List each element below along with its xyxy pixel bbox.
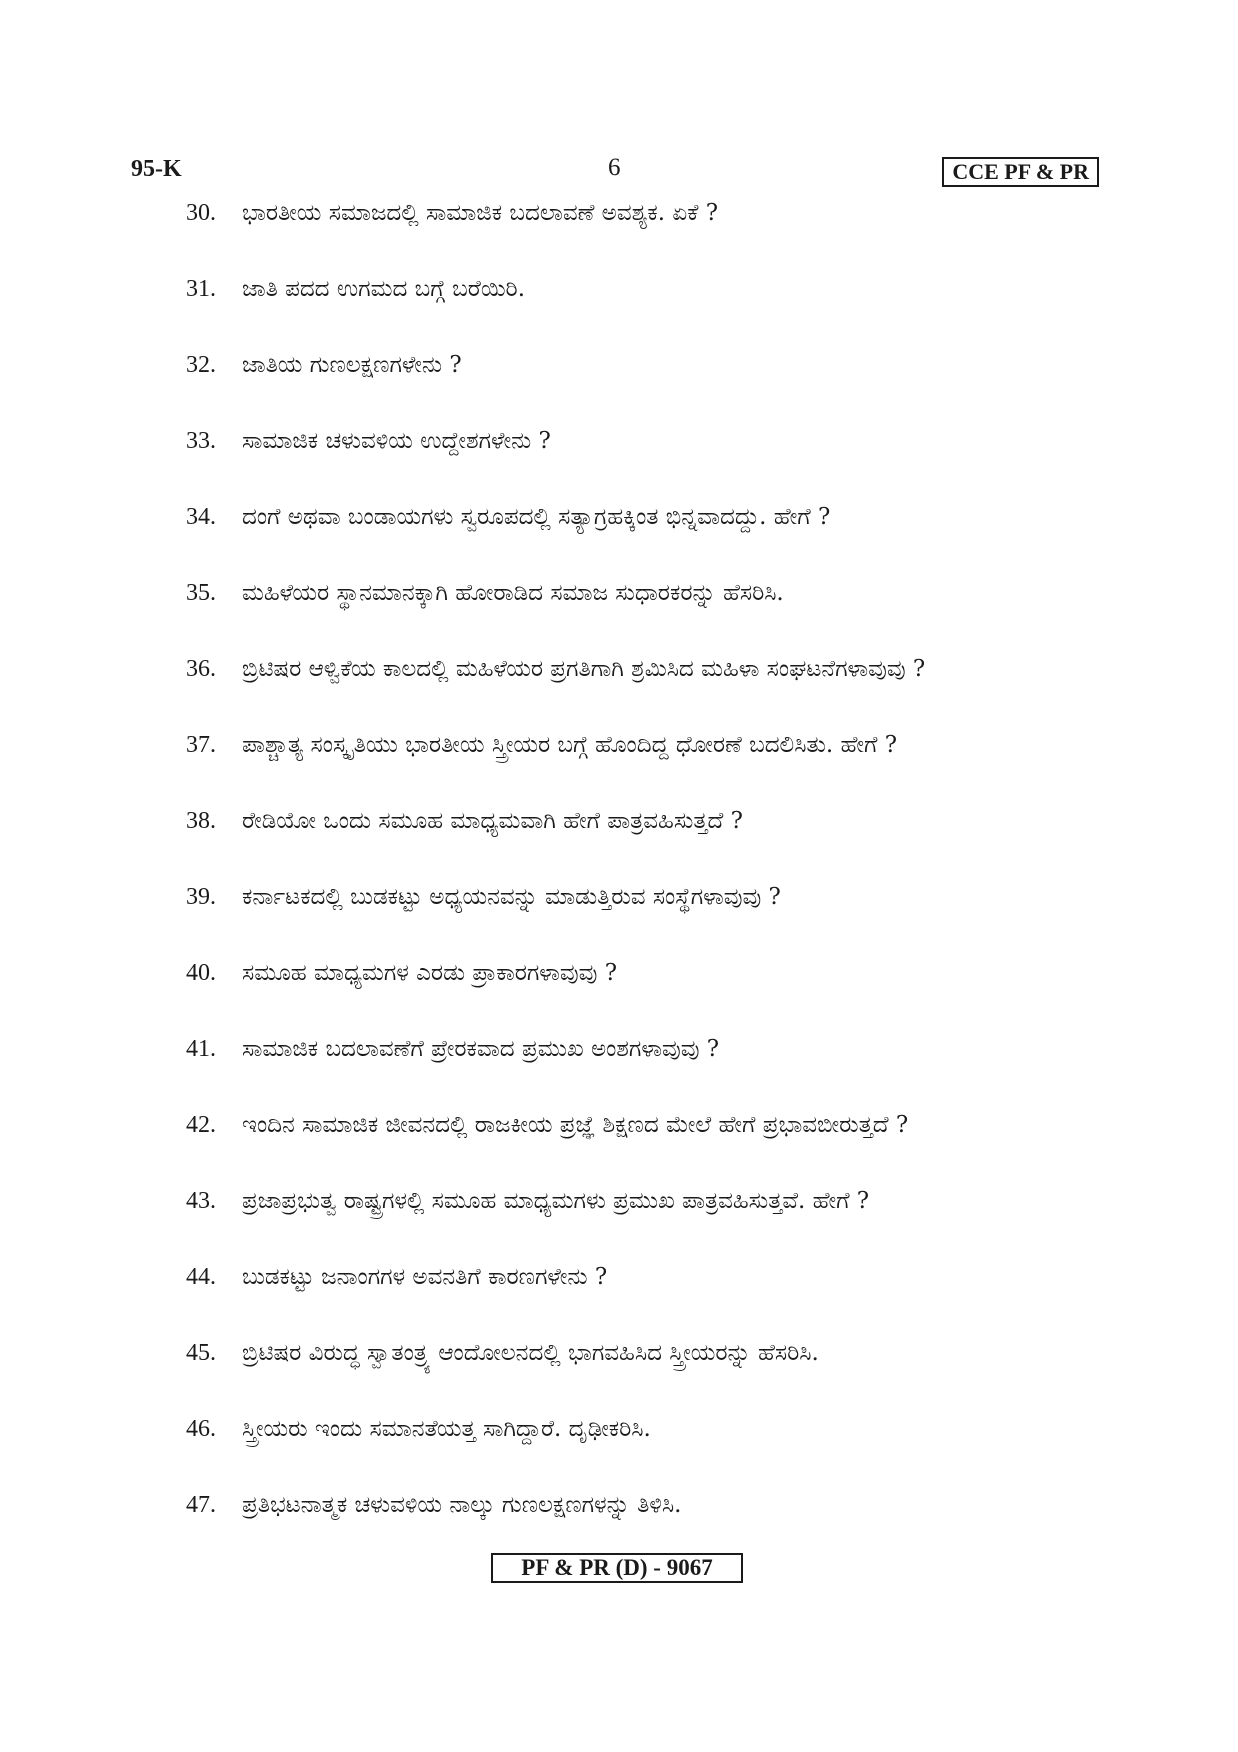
question-text: ಬುಡಕಟ್ಟು ಜನಾಂಗಗಳ ಅವನತಿಗೆ ಕಾರಣಗಳೇನು ? — [242, 1264, 608, 1290]
question-number: 36. — [186, 656, 216, 682]
question-number: 35. — [186, 580, 216, 606]
question-number: 39. — [186, 884, 216, 910]
question-text: ಪ್ರತಿಭಟನಾತ್ಮಕ ಚಳುವಳಿಯ ನಾಲ್ಕು ಗುಣಲಕ್ಷಣಗಳನ್ನು ತಿಳಿಸಿ. — [242, 1492, 682, 1518]
question-text: ರೇಡಿಯೋ ಒಂದು ಸಮೂಹ ಮಾಧ್ಯಮವಾಗಿ ಹೇಗೆ ಪಾತ್ರವಹಿಸುತ್ತದೆ ? — [242, 808, 743, 834]
question-item — [186, 502, 1126, 578]
question-text: ಮಹಿಳೆಯರ ಸ್ಥಾನಮಾನಕ್ಕಾಗಿ ಹೋರಾಡಿದ ಸಮಾಜ ಸುಧಾರಕರನ್ನು ಹೆಸರಿಸಿ. — [242, 580, 784, 606]
question-item — [186, 1414, 1126, 1490]
question-item — [186, 958, 1126, 1034]
question-text: ಸಾಮಾಜಿಕ ಚಳುವಳಿಯ ಉದ್ದೇಶಗಳೇನು ? — [242, 428, 551, 454]
question-item — [186, 274, 1126, 350]
question-text: ಸ್ತ್ರೀಯರು ಇಂದು ಸಮಾನತೆಯತ್ತ ಸಾಗಿದ್ದಾರೆ. ದೃಢೀಕರಿಸಿ. — [242, 1416, 651, 1442]
question-item — [186, 730, 1126, 806]
page-number: 6 — [608, 154, 621, 181]
exam-code-box: CCE PF & PR — [942, 157, 1099, 187]
question-number: 31. — [186, 276, 216, 302]
question-text: ಬ್ರಿಟಿಷರ ಆಳ್ವಿಕೆಯ ಕಾಲದಲ್ಲಿ ಮಹಿಳೆಯರ ಪ್ರಗತಿಗಾಗಿ ಶ್ರಮಿಸಿದ ಮಹಿಳಾ ಸಂಘಟನೆಗಳಾವುವು ? — [242, 656, 926, 682]
question-text: ಕರ್ನಾಟಕದಲ್ಲಿ ಬುಡಕಟ್ಟು ಅಧ್ಯಯನವನ್ನು ಮಾಡುತ್ತಿರುವ ಸಂಸ್ಥೆಗಳಾವುವು ? — [242, 884, 781, 910]
question-number: 46. — [186, 1416, 216, 1442]
question-text: ಜಾತಿಯ ಗುಣಲಕ್ಷಣಗಳೇನು ? — [242, 352, 462, 378]
paper-code: 95-K — [131, 156, 182, 182]
question-number: 47. — [186, 1492, 216, 1518]
question-number: 42. — [186, 1112, 216, 1138]
question-item — [186, 426, 1126, 502]
question-text: ದಂಗೆ ಅಥವಾ ಬಂಡಾಯಗಳು ಸ್ವರೂಪದಲ್ಲಿ ಸತ್ಯಾಗ್ರಹಕ್ಕಿಂತ ಭಿನ್ನವಾದದ್ದು. ಹೇಗೆ ? — [242, 504, 831, 530]
question-text: ಜಾತಿ ಪದದ ಉಗಮದ ಬಗ್ಗೆ ಬರೆಯಿರಿ. — [242, 276, 526, 302]
question-number: 32. — [186, 352, 216, 378]
question-item — [186, 882, 1126, 958]
question-item — [186, 1262, 1126, 1338]
question-number: 40. — [186, 960, 216, 986]
footer-code-box: PF & PR (D) - 9067 — [491, 1553, 743, 1583]
question-number: 44. — [186, 1264, 216, 1290]
question-item — [186, 1338, 1126, 1414]
page-header — [131, 152, 1099, 188]
question-number: 43. — [186, 1188, 216, 1214]
question-number: 38. — [186, 808, 216, 834]
question-text: ಸಾಮಾಜಿಕ ಬದಲಾವಣೆಗೆ ಪ್ರೇರಕವಾದ ಪ್ರಮುಖ ಅಂಶಗಳಾವುವು ? — [242, 1036, 720, 1062]
question-number: 34. — [186, 504, 216, 530]
question-item — [186, 578, 1126, 654]
question-text: ಸಮೂಹ ಮಾಧ್ಯಮಗಳ ಎರಡು ಪ್ರಾಕಾರಗಳಾವುವು ? — [242, 960, 618, 986]
question-text: ಭಾರತೀಯ ಸಮಾಜದಲ್ಲಿ ಸಾಮಾಜಿಕ ಬದಲಾವಣೆ ಅವಶ್ಯಕ. ಏಕೆ ? — [242, 200, 719, 226]
question-number: 37. — [186, 732, 216, 758]
question-text: ಪಾಶ್ಚಾತ್ಯ ಸಂಸ್ಕೃತಿಯು ಭಾರತೀಯ ಸ್ತ್ರೀಯರ ಬಗ್ಗೆ ಹೊಂದಿದ್ದ ಧೋರಣೆ ಬದಲಿಸಿತು. ಹೇಗೆ ? — [242, 732, 898, 758]
question-text: ಪ್ರಜಾಪ್ರಭುತ್ವ ರಾಷ್ಟ್ರಗಳಲ್ಲಿ ಸಮೂಹ ಮಾಧ್ಯಮಗಳು ಪ್ರಮುಖ ಪಾತ್ರವಹಿಸುತ್ತವೆ. ಹೇಗೆ ? — [242, 1188, 870, 1214]
question-list — [186, 198, 1126, 1566]
question-item — [186, 806, 1126, 882]
question-item — [186, 1186, 1126, 1262]
question-item — [186, 654, 1126, 730]
question-number: 41. — [186, 1036, 216, 1062]
question-item — [186, 198, 1126, 274]
question-item — [186, 1110, 1126, 1186]
question-text: ಇಂದಿನ ಸಾಮಾಜಿಕ ಜೀವನದಲ್ಲಿ ರಾಜಕೀಯ ಪ್ರಜ್ಞೆ ಶಿಕ್ಷಣದ ಮೇಲೆ ಹೇಗೆ ಪ್ರಭಾವಬೀರುತ್ತದೆ ? — [242, 1112, 909, 1138]
question-item — [186, 350, 1126, 426]
question-item — [186, 1034, 1126, 1110]
question-text: ಬ್ರಿಟಿಷರ ವಿರುದ್ಧ ಸ್ವಾತಂತ್ರ್ಯ ಆಂದೋಲನದಲ್ಲಿ ಭಾಗವಹಿಸಿದ ಸ್ತ್ರೀಯರನ್ನು ಹೆಸರಿಸಿ. — [242, 1340, 819, 1366]
question-number: 30. — [186, 200, 216, 226]
question-number: 33. — [186, 428, 216, 454]
question-number: 45. — [186, 1340, 216, 1366]
